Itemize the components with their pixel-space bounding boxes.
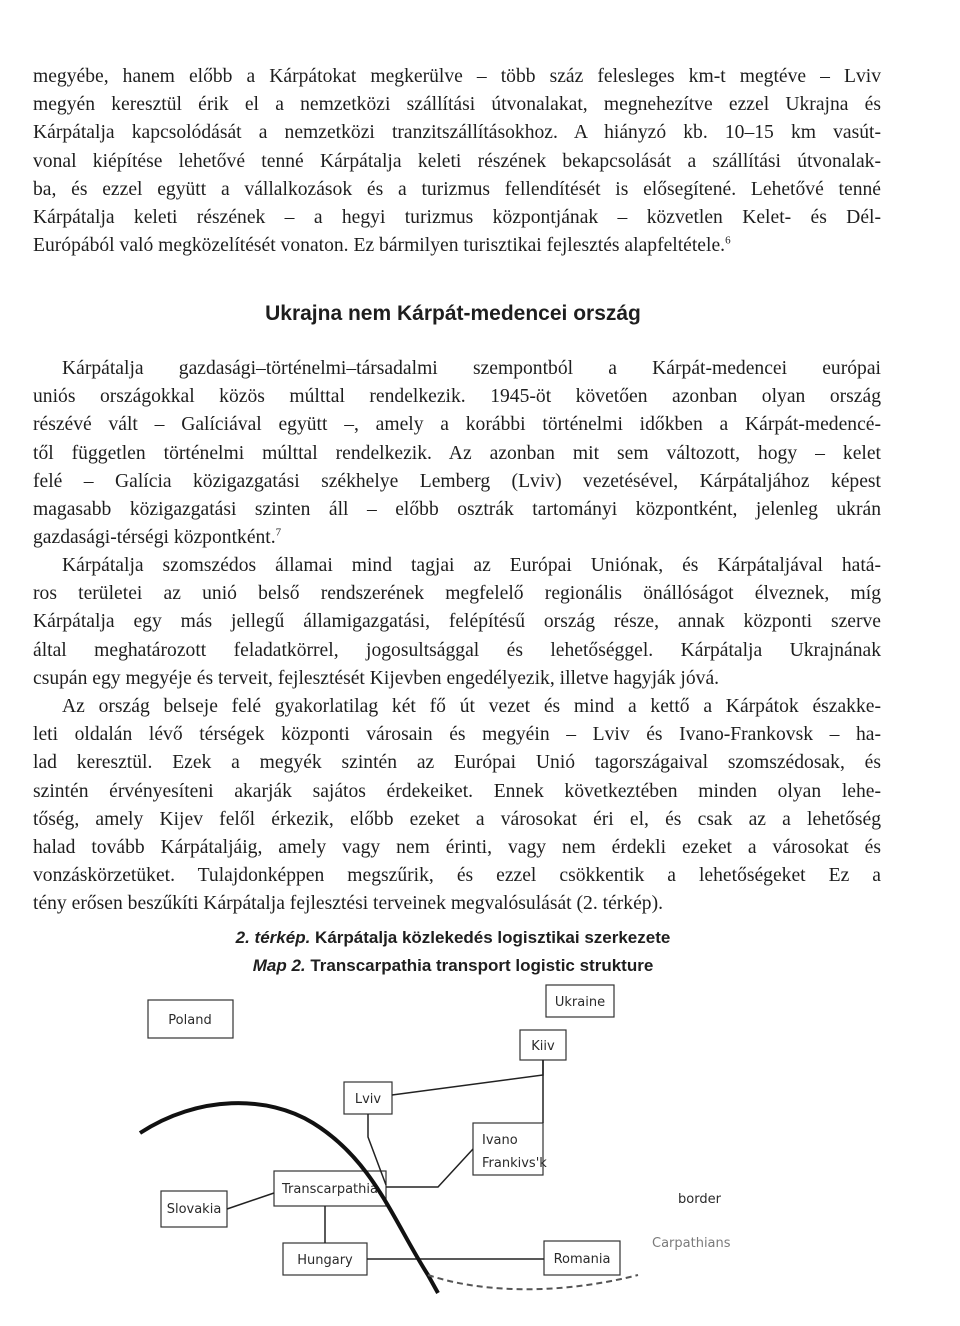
- map-caption-english-label: Map 2.: [252, 956, 306, 975]
- border-label: border: [678, 1192, 721, 1207]
- lviv-transcarpathia-route: [368, 1114, 386, 1185]
- paragraph-2-line-text: részévé vált – Galíciával együtt –, amely a korábbi történelmi időkben a Kárpát-medencé-: [33, 414, 881, 436]
- paragraph-3-line-text: csupán egy megyéje és terveit, fejlesztését Kijevben engedélyezik, illetve hagyják jóvá.: [33, 667, 720, 689]
- paragraph-3-line-text: által meghatározott feladatkörrel, jogosultsággal és lehetőséggel. Kárpátalja Ukrajnának: [33, 639, 881, 661]
- slovakia-label: Slovakia: [166, 1202, 222, 1217]
- paragraph-4-line: [33, 807, 881, 833]
- paragraph-1-line-text: megyén keresztül érik el a nemzetközi szállítási útvonalakat, megnehezítve ezzel Ukrajna és: [33, 94, 881, 116]
- paragraph-4-line-text: leti oldalán lévő térségek központi városain és megyéin – Lviv és Ivano-Frankovsk – ha-: [33, 724, 881, 746]
- paragraph-2-line: [33, 441, 881, 467]
- paragraph-2-line: [33, 497, 881, 523]
- paragraph-4-line: [33, 891, 881, 917]
- carpathians-label: Carpathians: [652, 1236, 731, 1251]
- paragraph-2-line-text: uniós országokkal közös múlttal rendelkezik. 1945-öt követően azonban olyan ország: [33, 386, 881, 408]
- paragraph-3-line: [62, 553, 881, 579]
- paragraph-4-line-text: lad keresztül. Ezek a megyék szintén az Európai Unió tagországaival szomszédosak, és: [33, 752, 881, 774]
- paragraph-3-line-text: ros területei az unió belső rendszerének megfelelő regionális önállóságot élveznek, míg: [33, 583, 881, 605]
- paragraph-1-line: [33, 64, 881, 90]
- paragraph-2-line-text: felé – Galícia közigazgatási székhelye Lemberg (Lviv) vezetésével, Kárpátaljához képest: [33, 470, 881, 492]
- paragraph-1-line-text: Kárpátalja keleti részének – a hegyi turizmus központjának – közvetlen Kelet- és Dél-: [33, 207, 881, 228]
- paragraph-1-line: [33, 177, 881, 203]
- paragraph-1-line: [33, 120, 881, 146]
- paragraph-4-line-text: tőség, amely Kijev felől érkezik, előbb ezeket a városokat éri el, és csak az a lehetőség: [33, 808, 881, 830]
- ivano-transcarpathia-route: [386, 1149, 473, 1187]
- map-caption-hungarian: [0, 928, 906, 948]
- paragraph-4-line: [62, 694, 881, 720]
- paragraph-3-line-text: Kárpátalja egy más jellegű államigazgatási, felépítésű ország része, annak központi szerve: [33, 611, 881, 633]
- romanian-border: [428, 1275, 638, 1289]
- paragraph-2-line: [33, 412, 881, 438]
- footnote-7-marker: 7: [275, 526, 282, 539]
- section-heading: Ukrajna nem Kárpát-medencei ország: [265, 302, 641, 325]
- kiiv-label: Kiiv: [531, 1039, 555, 1054]
- paragraph-3-line: [33, 666, 881, 692]
- paragraph-1-line: [33, 205, 881, 231]
- paragraph-1-line: [33, 92, 881, 118]
- paragraph-2-line-text: gazdasági-térségi központként.: [33, 527, 276, 549]
- slovakia-transcarpathia-route: [227, 1193, 274, 1209]
- paragraph-3-line: [33, 638, 881, 664]
- hungary-label: Hungary: [297, 1253, 353, 1268]
- paragraph-3-line-text: Kárpátalja szomszédos államai mind tagjai az Európai Uniónak, és Kárpátaljával hatá-: [62, 555, 881, 576]
- paragraph-2-line: [62, 356, 881, 382]
- paragraph-4-line: [33, 779, 881, 805]
- paragraph-3-line: [33, 609, 881, 635]
- paragraph-3-line: [33, 581, 881, 607]
- footnote-6-marker: 6: [725, 234, 731, 247]
- paragraph-4-line-text: tény erősen beszűkíti Kárpátalja fejlesztési terveinek megvalósulását (2. térkép).: [33, 893, 664, 915]
- paragraph-4-line: [33, 722, 881, 748]
- paragraph-1-line-text: megyébe, hanem előbb a Kárpátokat megkerülve – több száz felesleges km-t megtéve – Lviv: [33, 66, 881, 87]
- frankivsk-label: Frankivs'k: [482, 1156, 547, 1171]
- paragraph-4-line-text: szintén érvényesíteni akarják sajátos érdekeiket. Ennek következtében minden olyan lehe-: [33, 780, 881, 802]
- paragraph-4-line-text: Az ország belseje felé gyakorlatilag két fő út vezet és mind a kettő a Kárpátok északke-: [62, 696, 881, 717]
- paragraph-4-line-text: halad tovább Kárpátaljáig, amely vagy nem érinti, vagy nem érdekli ezeket a városokat és: [33, 837, 881, 858]
- map-caption-hungarian-label: 2. térkép.: [235, 928, 311, 947]
- poland-label: Poland: [168, 1013, 212, 1028]
- ivano-label: Ivano: [482, 1133, 518, 1148]
- paragraph-1-line: [33, 149, 881, 175]
- carpathian-border-arc: [140, 1103, 438, 1293]
- paragraph-4-line: [33, 863, 881, 889]
- paragraph-2-line-text: magasabb közigazgatási szinten áll – előbb osztrák tartományi központként, jelenleg ukrán: [33, 499, 881, 520]
- romania-label: Romania: [553, 1252, 611, 1267]
- paragraph-2-line: [33, 525, 881, 551]
- map-caption-english: [0, 956, 906, 976]
- transcarpathia-label: Transcarpathia: [282, 1182, 378, 1197]
- kiiv-lviv-route: [392, 1060, 543, 1095]
- paragraph-4-line-text: vonzáskörzetüket. Tulajdonképpen megszűrik, és ezzel csökkentik a lehetőségeket Ez a: [33, 865, 881, 887]
- paragraph-2-line-text: től független történelmi múlttal rendelkezik. Az azonban mit sem változott, hogy – kelet: [33, 442, 881, 464]
- paragraph-2-line: [33, 384, 881, 410]
- map-caption-hungarian-title: Kárpátalja közlekedés logisztikai szerkezete: [315, 928, 671, 947]
- paragraph-4-line: [33, 835, 881, 861]
- transport-map: [138, 975, 750, 1305]
- ukraine-label: Ukraine: [554, 995, 606, 1010]
- map-caption-english-title: Transcarpathia transport logistic strukture: [310, 956, 654, 975]
- paragraph-1-line: [33, 233, 881, 259]
- paragraph-1-line-text: Európából való megközelítését vonaton. Ez bármilyen turisztikai fejlesztés alapfeltétele.: [33, 235, 726, 257]
- paragraph-1-line-text: Kárpátalja kapcsolódását a nemzetközi tranzitszállításokhoz. A hiányzó kb. 10–15 km vasút-: [33, 122, 881, 144]
- paragraph-2-line: [33, 469, 881, 495]
- paragraph-1-line-text: ba, és ezzel együtt a vállalkozások és a turizmus fellendítését is elősegítené. Lehetővé tenné: [33, 178, 881, 200]
- paragraph-1-line-text: vonal kiépítése lehetővé tenné Kárpátalja keleti részének bekapcsolását a szállítási útvonalak-: [33, 150, 881, 172]
- paragraph-2-line-text: Kárpátalja gazdasági–történelmi–társadalmi szempontból a Kárpát-medencei európai: [62, 358, 881, 379]
- lviv-label: Lviv: [354, 1092, 382, 1107]
- paragraph-4-line: [33, 750, 881, 776]
